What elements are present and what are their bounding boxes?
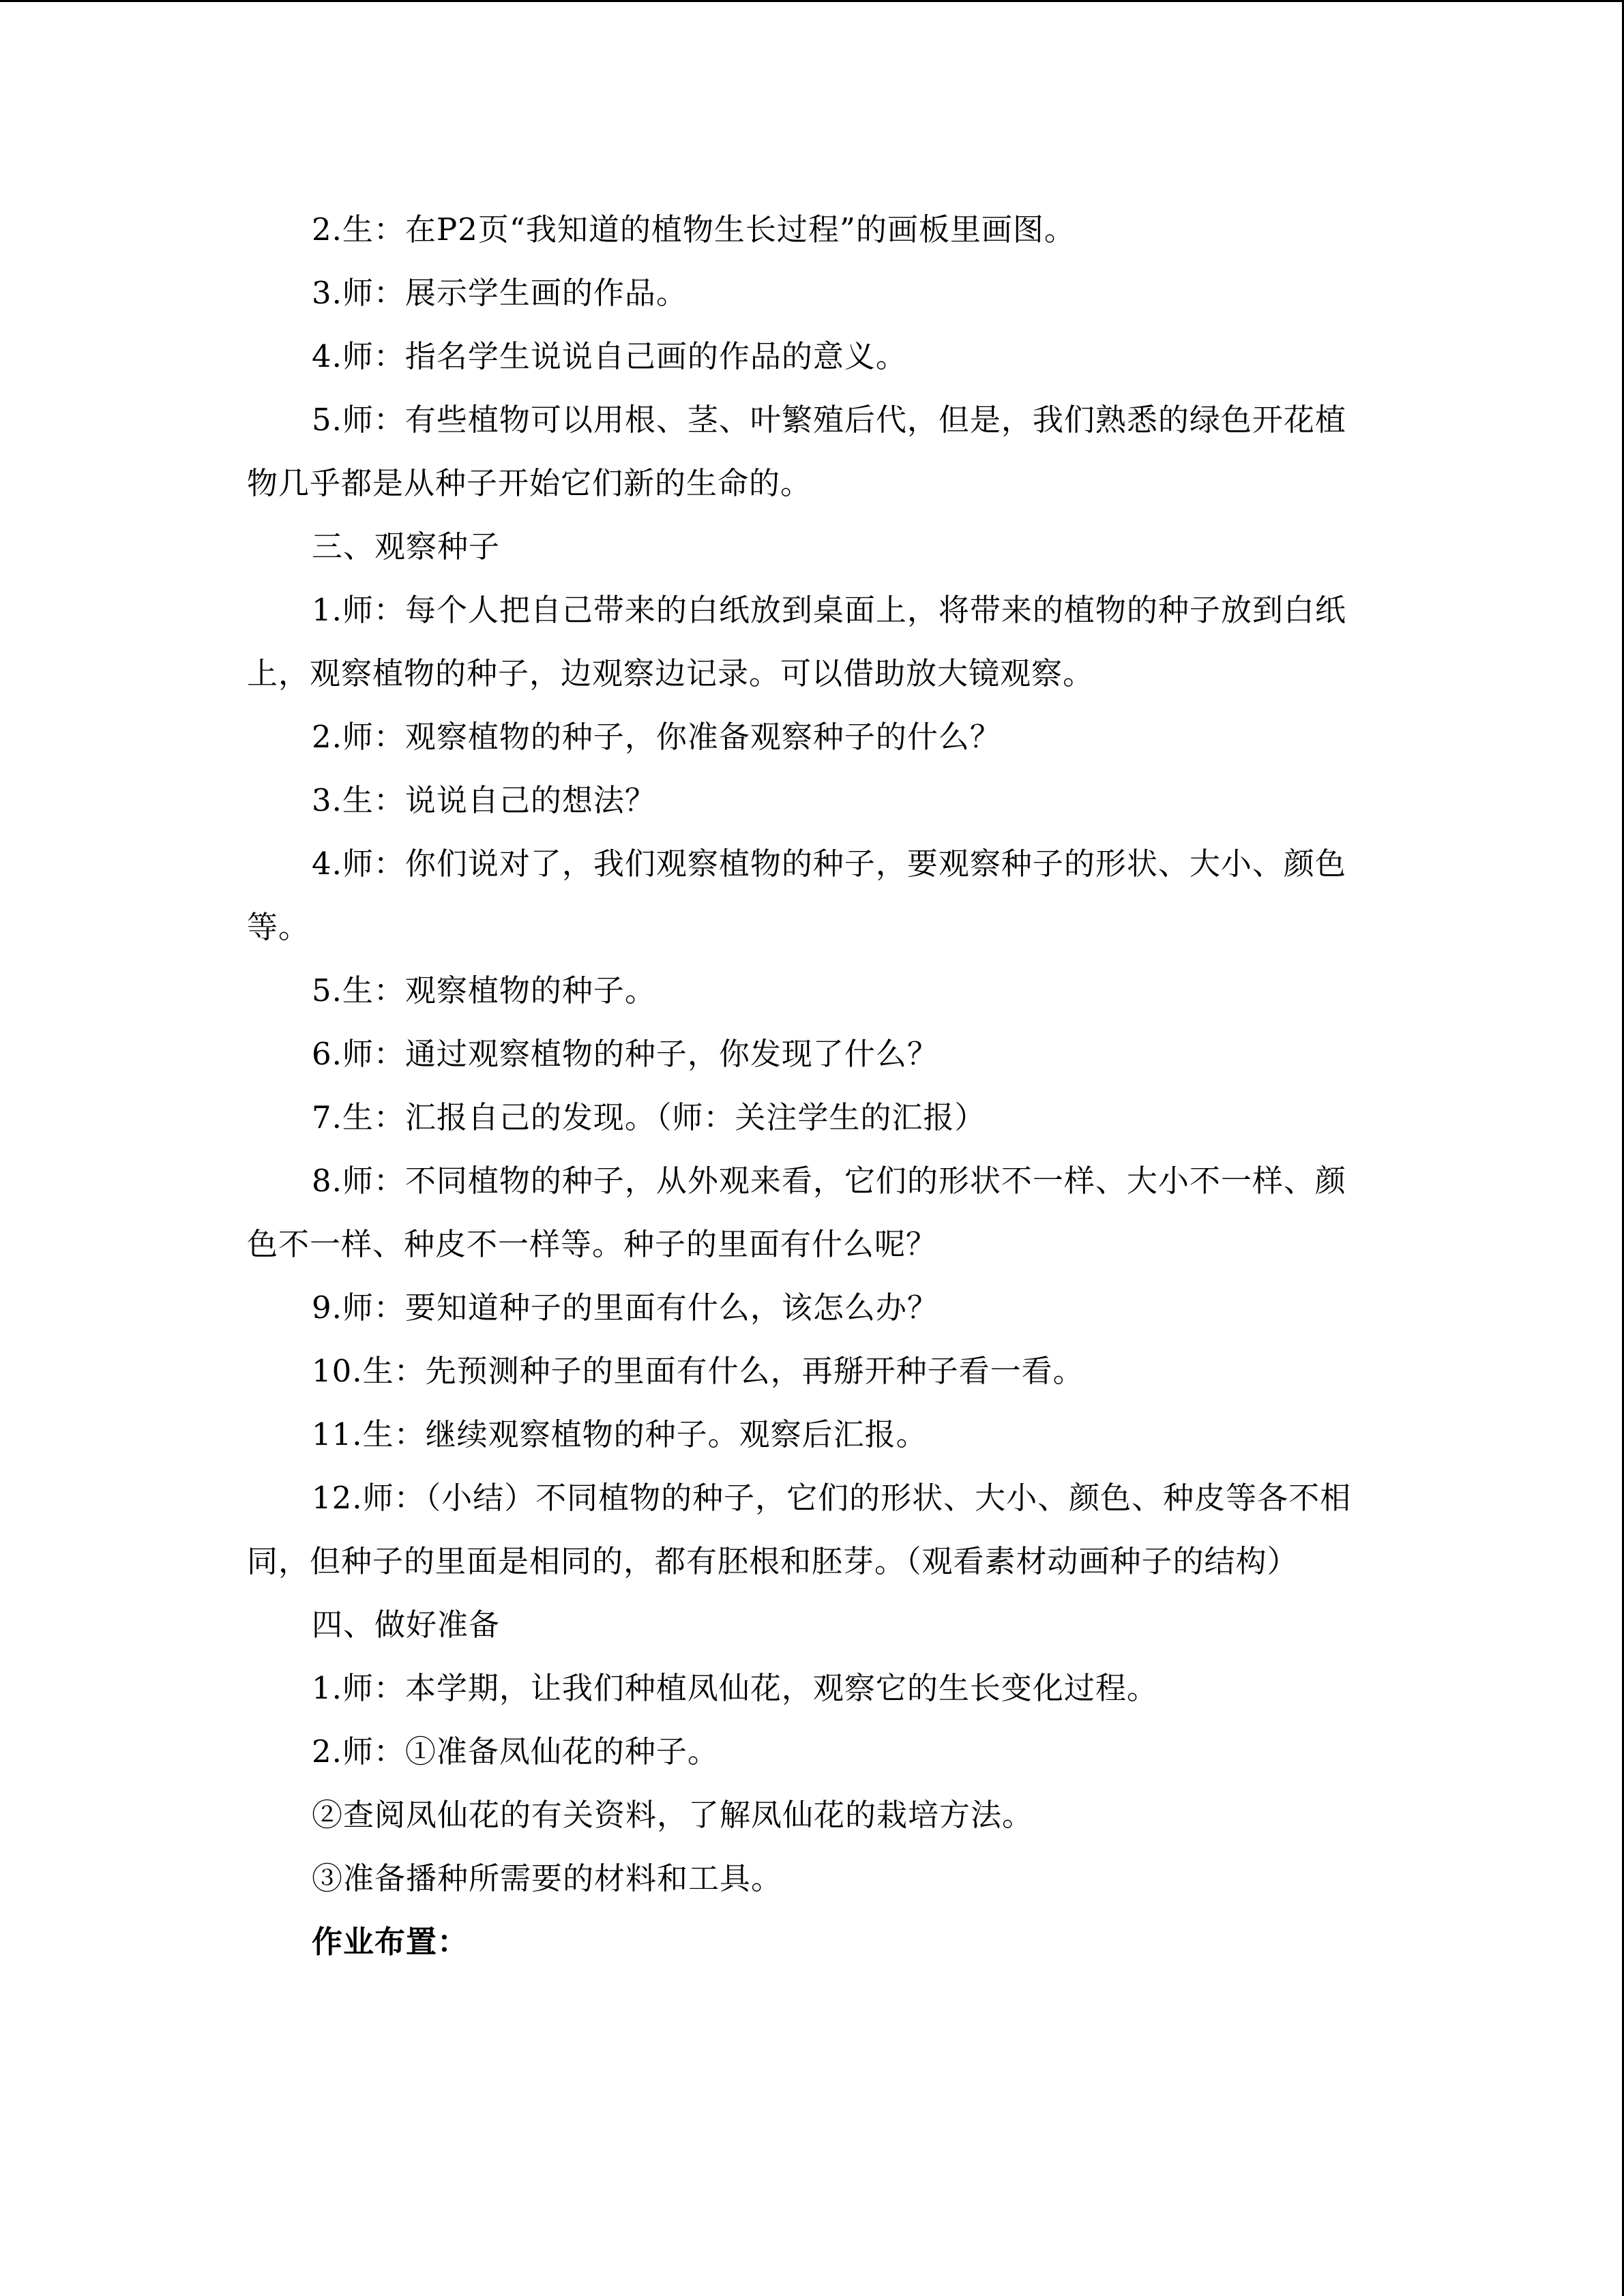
paragraph-place-seeds: 1.师：每个人把自己带来的白纸放到桌面上，将带来的植物的种子放到白纸上，观察植物的种子，边观察边记录。可以借助放大镜观察。 <box>247 592 1346 691</box>
section-heading-observe-seeds: 三、观察种子 <box>312 528 501 565</box>
paragraph-predict-open: 10.生：先预测种子的里面有什么，再掰开种子看一看。 <box>312 1353 1084 1389</box>
section-heading-prepare: 四、做好准备 <box>312 1607 501 1643</box>
document-body <box>247 198 1369 1973</box>
paragraph-observe-aspects: 4.师：你们说对了，我们观察植物的种子，要观察种子的形状、大小、颜色等。 <box>247 846 1346 945</box>
paragraph-prepare-seeds: 2.师：①准备凤仙花的种子。 <box>312 1733 719 1770</box>
paragraph-plant-reproduction: 5.师：有些植物可以用根、茎、叶繁殖后代，但是，我们熟悉的绿色开花植物几乎都是从种子开始它们新的生命的。 <box>247 402 1346 501</box>
paragraph-student-drawing: 2.生：在P2页“我知道的植物生长过程”的画板里画图。 <box>312 211 1076 248</box>
paragraph-student-observe: 5.生：观察植物的种子。 <box>312 972 656 1009</box>
paragraph-seed-differences: 8.师：不同植物的种子，从外观来看，它们的形状不一样、大小不一样、颜色不一样、种皮不一样等。种子的里面有什么呢？ <box>247 1163 1346 1262</box>
page-border-top <box>0 0 1624 2</box>
paragraph-explain-works: 4.师：指名学生说说自己画的作品的意义。 <box>312 338 907 374</box>
paragraph-prepare-tools: ③准备播种所需要的材料和工具。 <box>312 1860 783 1896</box>
paragraph-look-up-info: ②查阅凤仙花的有关资料，了解凤仙花的栽培方法。 <box>312 1797 1034 1833</box>
paragraph-student-report: 7.生：汇报自己的发现。（师：关注学生的汇报） <box>312 1099 986 1135</box>
paragraph-question-inside: 9.师：要知道种子的里面有什么，该怎么办？ <box>312 1289 939 1326</box>
paragraph-show-works: 3.师：展示学生画的作品。 <box>312 275 688 311</box>
paragraph-question-discover: 6.师：通过观察植物的种子，你发现了什么？ <box>312 1036 939 1072</box>
paragraph-continue-observe: 11.生：继续观察植物的种子。观察后汇报。 <box>312 1416 928 1452</box>
paragraph-plant-impatiens: 1.师：本学期，让我们种植凤仙花，观察它的生长变化过程。 <box>312 1670 1158 1706</box>
paragraph-question-observe: 2.师：观察植物的种子，你准备观察种子的什么？ <box>312 719 1001 755</box>
paragraph-summary: 12.师：（小结）不同植物的种子，它们的形状、大小、颜色、种皮等各不相同，但种子的里面是相同的，都有胚根和胚芽。（观看素材动画种子的结构） <box>247 1480 1352 1579</box>
paragraph-student-ideas: 3.生：说说自己的想法？ <box>312 782 656 818</box>
homework-heading: 作业布置： <box>312 1924 469 1960</box>
